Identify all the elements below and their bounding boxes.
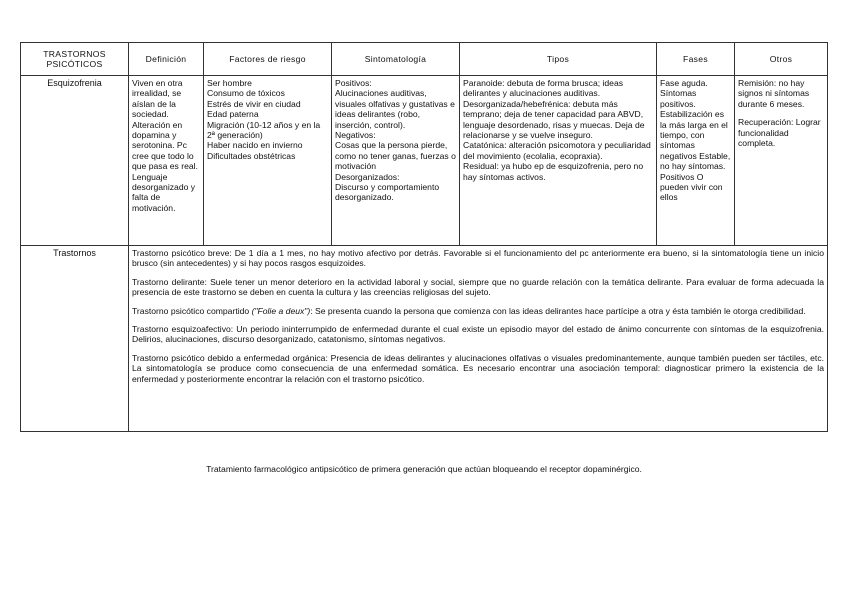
tipo-item: Desorganizada/hebefrénica: debuta más temprano; deja de tener capacidad para ABVD, lenguaje desordenado, risas y muecas. Deja de relacionarse y se vuelve inseguro. xyxy=(463,98,645,141)
trastorno-name-em: ("Folie a deux") xyxy=(251,305,311,316)
trastorno-name: Trastorno delirante xyxy=(132,276,205,287)
trastorno-name: Trastorno psicótico debido a enfermedad orgánica xyxy=(132,352,326,363)
sintoma-heading: Negativos: xyxy=(335,130,376,141)
psychotic-disorders-table xyxy=(20,42,828,432)
esquizofrenia-tipos xyxy=(460,76,657,246)
header-fases: Fases xyxy=(657,43,735,76)
trastorno-text: Un periodo ininterrumpido de enfermedad durante el cual existe un episodio mayor del estado de ánimo concurrente con síntomas de la esquizofrenia. Delirios, alucinaciones, discurso desorganizado, catatonismo, síntomas negativos. xyxy=(132,324,824,345)
factor-item: Consumo de tóxicos xyxy=(207,88,285,99)
otros-recuperacion: Recuperación: Lograr funcionalidad completa. xyxy=(738,117,821,149)
header-row xyxy=(21,43,828,76)
trastorno-name: Trastorno psicótico compartido xyxy=(132,305,250,316)
trastorno-item: Trastorno psicótico debido a enfermedad orgánica: Presencia de ideas delirantes y alucinaciones olfativas o visuales predominantemente, aunque también pueden ser táctiles, etc. La sintomatología se produce como consecuencia de una enfermedad somática. Es necesario encontrar una asociación temporal: diagnosticar primero la existencia de la enfermedad y posteriormente encontrar la relación con el trastorno psicótico. xyxy=(132,352,825,384)
esquizofrenia-factores xyxy=(204,76,332,246)
sintoma-text: Cosas que la persona pierde, como no tener ganas, fuerzas o motivación xyxy=(335,140,456,172)
trastorno-text: De 1 día a 1 mes, no hay motivo afectivo por detrás. Favorable si el funcionamiento del pc anteriormente era bueno, si la sintomatología tiene un inicio brusco (sin antecedentes) y si hay pocos rasgos esquizoides. xyxy=(132,248,824,269)
esquizofrenia-row xyxy=(21,76,828,246)
trastornos-label: Trastornos xyxy=(21,246,129,432)
trastorno-item: Trastorno esquizoafectivo: Un periodo ininterrumpido de enfermedad durante el cual existe un episodio mayor del estado de ánimo concurrente con síntomas de la esquizofrenia. Delirios, alucinaciones, discurso desorganizado, catatonismo, síntomas negativos. xyxy=(132,324,824,345)
trastorno-item: Trastorno delirante: Suele tener un menor deterioro en la actividad laboral y social, siempre que no guarde relación con la temática delirante. Para evaluar de forma adecuada la presencia de este trastorno se deben en cuenta la cultura y las creencias religiosas del sujeto. xyxy=(132,276,825,298)
trastornos-content xyxy=(129,246,828,432)
factor-item: Migración (10-12 años y en la 2ª generación) xyxy=(207,119,321,141)
tipo-item: Residual: ya hubo ep de esquizofrenia, pero no hay síntomas activos. xyxy=(463,161,644,182)
footer-note: Tratamiento farmacológico antipsicótico de primera generación que actúan bloqueando el receptor dopaminérgico. xyxy=(206,464,642,474)
trastorno-name: Trastorno psicótico breve xyxy=(132,248,230,258)
trastorno-text: Suele tener un menor deterioro en la actividad laboral y social, siempre que no guarde relación con la temática delirante. Para evaluar de forma adecuada la presencia de este trastorno se deben en cuenta la cultura y las creencias religiosas del sujeto. xyxy=(132,276,825,298)
esquizofrenia-definicion: Viven en otra irrealidad, se aíslan de la sociedad. Alteración en dopamina y serotonina. Pc cree que todo lo que pasa es real. Lenguaje desorganizado y falta de motivación. xyxy=(129,76,204,246)
factor-item: Edad paterna xyxy=(207,109,259,120)
factor-item: Ser hombre xyxy=(207,78,252,88)
sintoma-text: Discurso y comportamiento desorganizado. xyxy=(335,182,440,203)
trastorno-item: Trastorno psicótico breve: De 1 día a 1 mes, no hay motivo afectivo por detrás. Favorable si el funcionamiento del pc anteriormente era bueno, si la sintomatología tiene un inicio brusco (sin antecedentes) y si hay pocos rasgos esquizoides. xyxy=(132,248,824,269)
tipo-item: Catatónica: alteración psicomotora y peculiaridad del movimiento (ecolalia, ecopraxia). xyxy=(463,140,651,161)
trastorno-item: Trastorno psicótico compartido ("Folie a deux"): Se presenta cuando la persona que comienza con las ideas delirantes hace partícipe a otra y ésta también le otorga credibilidad. xyxy=(132,305,806,316)
esquizofrenia-fases: Fase aguda. Síntomas positivos. Estabilización es la más larga en el tiempo, con síntomas negativos Estable, no hay síntomas. Positivos O pueden vivir con ellos xyxy=(657,76,735,246)
otros-remision: Remisión: no hay signos ni síntomas durante 6 meses. xyxy=(738,78,810,109)
trastorno-text: Presencia de ideas delirantes y alucinaciones olfativas o visuales predominantemente, aunque también pueden ser táctiles, etc. La sintomatología se produce como consecuencia de una enfermedad somática. Es necesario encontrar una asociación temporal: diagnosticar primero la existencia de la enfermedad y posteriormente encontrar la relación con el trastorno psicótico. xyxy=(132,352,825,384)
factor-item: Dificultades obstétricas xyxy=(207,150,296,161)
header-sintomatologia: Sintomatología xyxy=(332,43,460,76)
header-tipos: Tipos xyxy=(460,43,657,76)
trastornos-row xyxy=(21,246,828,432)
esquizofrenia-label: Esquizofrenia xyxy=(21,76,129,246)
esquizofrenia-sintomatologia xyxy=(332,76,460,246)
sintoma-heading: Desorganizados: xyxy=(335,171,400,182)
sintoma-heading: Positivos: xyxy=(335,78,372,88)
esquizofrenia-otros xyxy=(735,76,828,246)
sintoma-text: Alucinaciones auditivas, visuales olfativas y gustativas e ideas delirantes (robo, inserción, control). xyxy=(335,88,455,130)
tipo-item: Paranoide: debuta de forma brusca; ideas delirantes y alucinaciones auditivas. xyxy=(463,78,624,99)
factor-item: Haber nacido en invierno xyxy=(207,140,303,151)
header-factores-riesgo: Factores de riesgo xyxy=(204,43,332,76)
header-otros: Otros xyxy=(735,43,828,76)
trastorno-text: Se presenta cuando la persona que comienza con las ideas delirantes hace partícipe a otra y ésta también le otorga credibilidad. xyxy=(315,305,806,316)
factor-item: Estrés de vivir en ciudad xyxy=(207,98,301,109)
header-definicion: Definición xyxy=(129,43,204,76)
trastorno-name: Trastorno esquizoafectivo xyxy=(132,324,231,335)
header-trastornos-psicoticos: TRASTORNOS PSICÓTICOS xyxy=(21,43,129,76)
